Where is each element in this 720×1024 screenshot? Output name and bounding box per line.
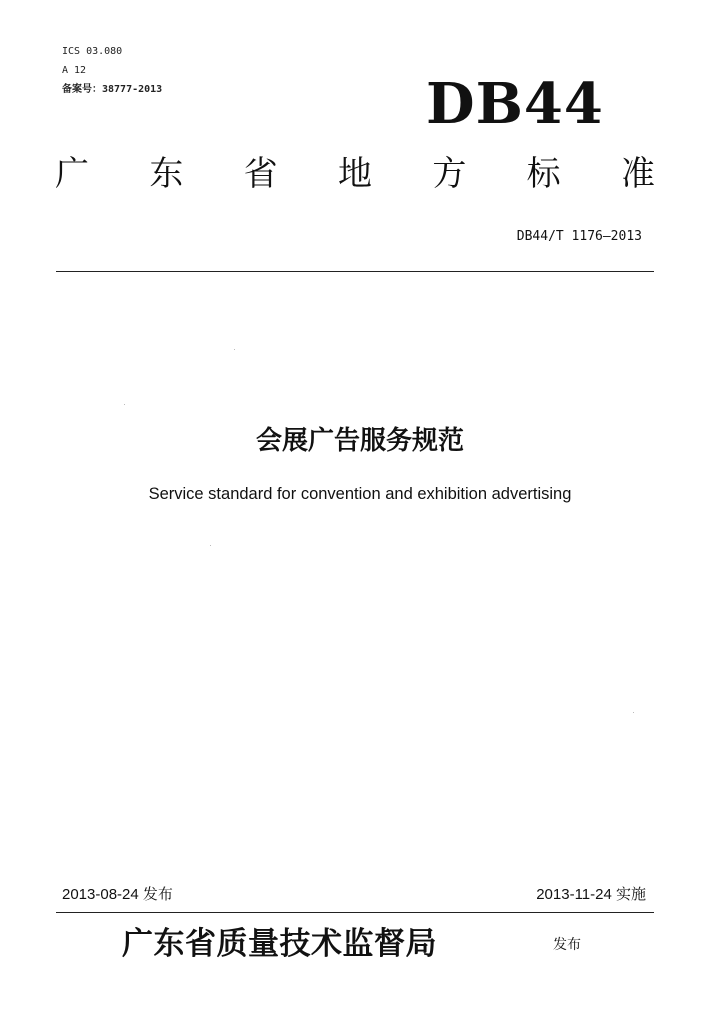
record-number: 备案号：38777-2013	[62, 84, 163, 95]
scan-speck	[633, 712, 634, 713]
standard-type-char: 地	[337, 154, 372, 194]
standard-type-char: 方	[432, 154, 467, 194]
ics-code: ICS 03.080	[62, 46, 123, 57]
scan-speck	[124, 404, 125, 405]
scan-speck	[234, 349, 235, 350]
bottom-divider	[56, 912, 654, 913]
classification-block	[62, 42, 162, 99]
document-title-zh: 会展广告服务规范	[255, 426, 464, 456]
standard-number: DB44/T 1176—2013	[516, 229, 642, 244]
db-logo: DB44	[426, 71, 604, 137]
standard-type-char: 省	[243, 154, 278, 194]
standard-type-heading	[55, 150, 655, 198]
standard-type-char: 标	[526, 154, 561, 194]
standard-type-char: 广	[55, 154, 89, 194]
standard-type-char: 东	[149, 154, 184, 194]
standard-type-char: 准	[620, 154, 655, 194]
issue-label: 发布	[553, 937, 581, 953]
scan-speck	[210, 545, 211, 546]
publish-date: 2013-08-24 发布	[62, 886, 173, 903]
issuing-authority: 广东省质量技术监督局	[122, 926, 437, 962]
implement-date: 2013-11-24 实施	[536, 886, 646, 903]
ccs-code: A 12	[62, 65, 87, 76]
document-title-en: Service standard for convention and exhibition advertising	[148, 485, 572, 503]
top-divider	[56, 271, 654, 272]
